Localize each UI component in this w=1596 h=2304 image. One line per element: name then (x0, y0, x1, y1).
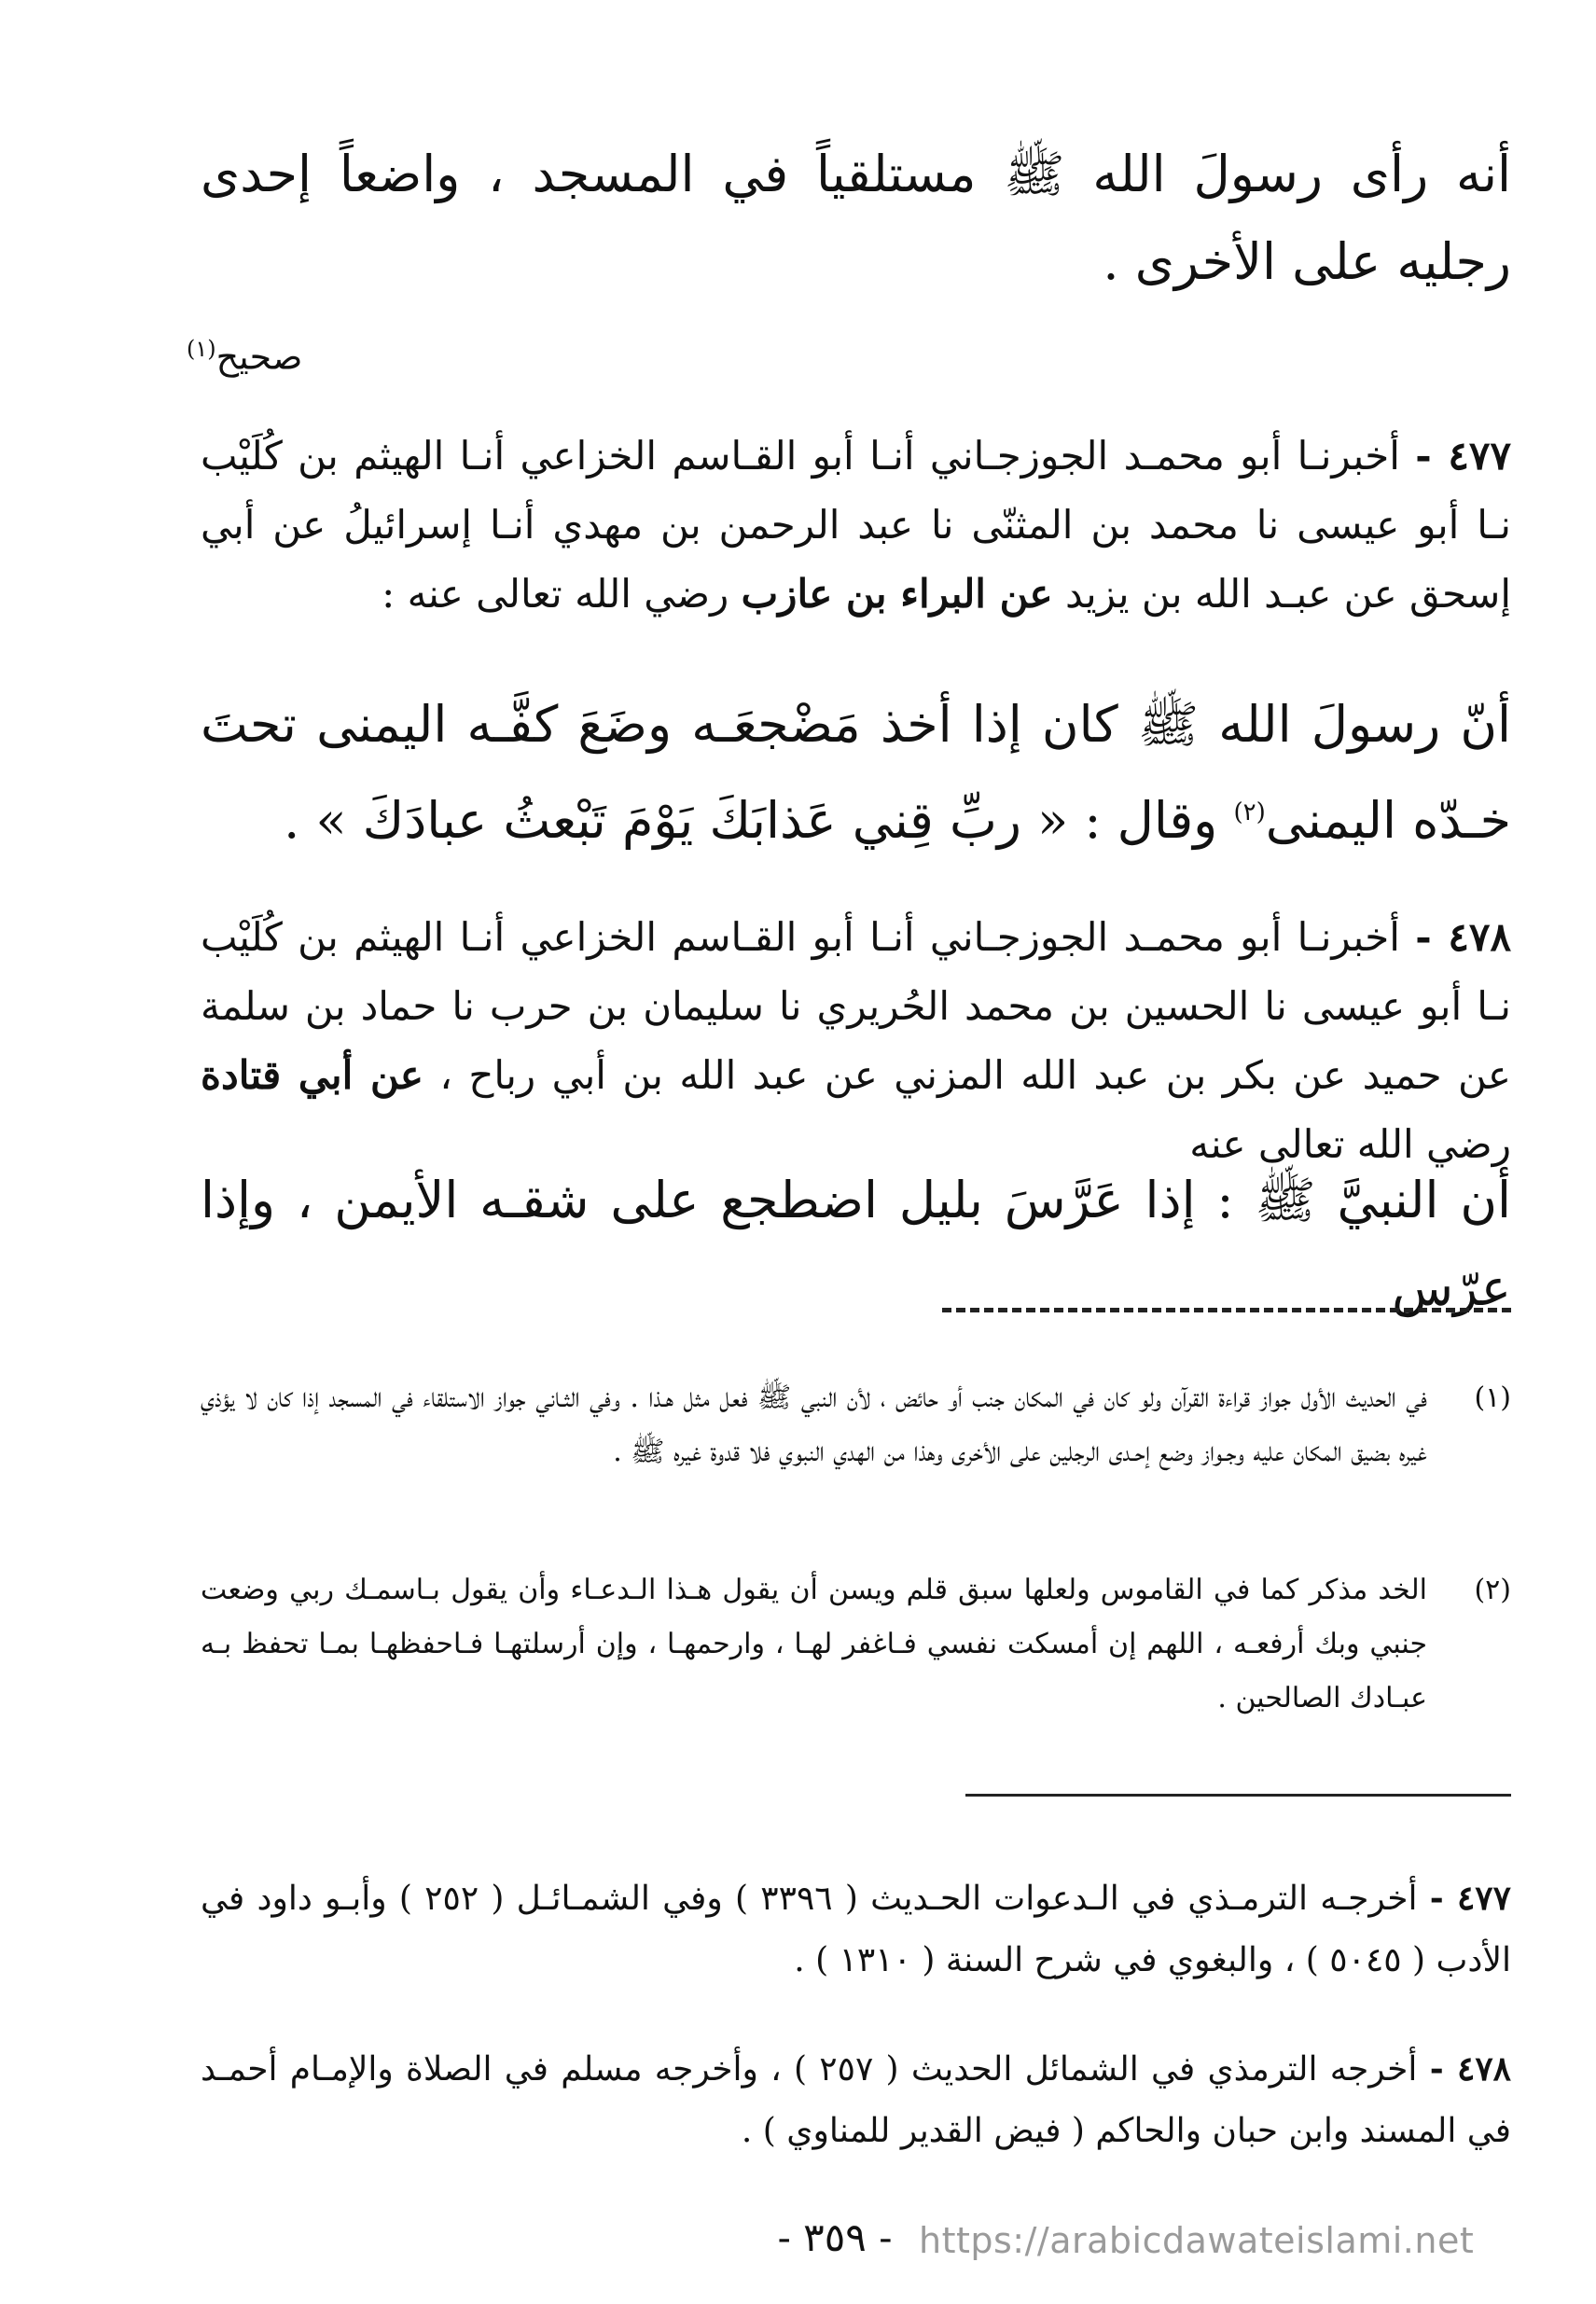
hadith-477-isnad-end: رضي الله تعالى عنه : (382, 571, 729, 617)
source-477-number: ٤٧٧ - (1429, 1879, 1511, 1918)
grade-footnote-ref: (١) (187, 336, 216, 362)
source-478-text: أخرجه الترمذي في الشمائل الحديث ( ٢٥٧ ) ، وأخرجه مسلم في الصلاة والإمـام أحمـد في المسند وابن حبان والحاكم ( فيض القدير للمناوي ) . (201, 2050, 1511, 2150)
hadith-478-isnad: أخبرنـا أبو محمـد الجوزجـاني أنـا أبو القـاسم الخزاعي أنـا الهيثم بن كُلَيْب نـا أبو عيسى نا الحسين بن محمد الحُريري نا سليمان بن حرب نا حماد بن سلمة عن حميد عن بكر بن عبد الله المزني عن عبد الله بن أبي رباح ، (201, 914, 1511, 1098)
hadith-477-footnote-ref: (٢) (1233, 798, 1266, 826)
footnote-2 (201, 1563, 1511, 1726)
hadith-477-matn-text-b: وقال : « ربِّ قِني عَذابَكَ يَوْمَ تَبْعثُ عبادَكَ » . (284, 791, 1218, 850)
hadith-477-matn (201, 681, 1511, 865)
hadith-grade (187, 336, 354, 378)
hadith-477-isnad: أخبرنـا أبو محمـد الجوزجـاني أنـا أبو القـاسم الخزاعي أنـا الهيثم بن كُلَيْب نـا أبو عيسى نا محمد بن المثنّى نا عبد الرحمن بن مهدي أنـا إسرائيلُ عن أبي إسحق عن عبـد الله بن يزيد (201, 433, 1511, 617)
footnote-1 (201, 1371, 1511, 1479)
source-477-text: أخرجـه الترمـذي في الـدعوات الحـديث ( ٣٣٩٦ ) وفي الشمـائـل ( ٢٥٢ ) وأبـو داود في الأدب ( ٥٠٤٥ ) ، والبغوي في شرح السنة ( ١٣١٠ ) . (201, 1880, 1511, 1979)
footnote-1-text: في الحديث الأول جواز قراءة القرآن ولو كان في المكان جنب أو حائض ، لأن النبي ﷺ فعل مثل هـذا . وفي الثـاني جواز الاستلقاء في المسجد إذا كان لا يؤذي غيره بضيق المكان عليه وجـواز وضع إحـدى الرجلين على الأخرى وهذا من الهدي النبوي فلا قدوة غيره ﷺ . (201, 1381, 1427, 1468)
sources-separator-rule (965, 1794, 1511, 1797)
source-478 (201, 2038, 1511, 2162)
hadith-477-narrator: عن البراء بن عازب (741, 571, 1053, 617)
footnote-2-marker: (٢) (1474, 1574, 1511, 1606)
source-478-number: ٤٧٨ - (1429, 2049, 1511, 2089)
footnote-2-text: الخد مذكر كما في القاموس ولعلها سبق قلم ويسن أن يقول هـذا الـدعـاء وأن يقول بـاسمـك ربي وضعت جنبي وبك أرفعـه ، اللهم إن أمسكت نفسي فـاغفر لهـا ، وارحمهـا ، وإن أرسلتهـا فـاحفظهـا بمـا تحفظ بـه عبـادك الصالحين . (201, 1574, 1428, 1714)
footnote-dashed-separator (942, 1308, 1511, 1312)
hadith-478-isnad-end: رضي الله تعالى عنه (1189, 1121, 1511, 1167)
hadith-477-matn-text-a: أنّ رسولَ الله ﷺ كان إذا أخذ مَضْجعَـه وضَعَ كفَّـه اليمنى تحتَ خـدّه اليمنى (201, 695, 1511, 850)
footnote-1-marker: (١) (1474, 1381, 1511, 1414)
hadith-477-number: ٤٧٧ - (1415, 433, 1512, 479)
source-477 (201, 1867, 1511, 1992)
hadith-478-narrator: عن أبي قتادة (201, 1052, 423, 1098)
hadith-478-matn (201, 1157, 1511, 1332)
hadith-477-chain (201, 422, 1511, 629)
hadith-478-chain (201, 903, 1511, 1179)
page-number: - ٣٥٩ - (777, 2214, 893, 2260)
watermark-url: https://arabicdawateislami.net (919, 2220, 1475, 2261)
grade-label: صحيح (215, 336, 303, 378)
intro-text: أنه رأى رسولَ الله ﷺ مستلقياً في المسجد ، واضعاً إحدى رجليه على الأخرى . (201, 145, 1511, 291)
hadith-478-number: ٤٧٨ - (1415, 914, 1512, 960)
intro-paragraph (201, 131, 1511, 306)
hadith-478-matn-text: أن النبيَّ ﷺ : إذا عَرَّسَ بليل اضطجع على شقـه الأيمن ، وإذا عرّس (201, 1171, 1511, 1317)
